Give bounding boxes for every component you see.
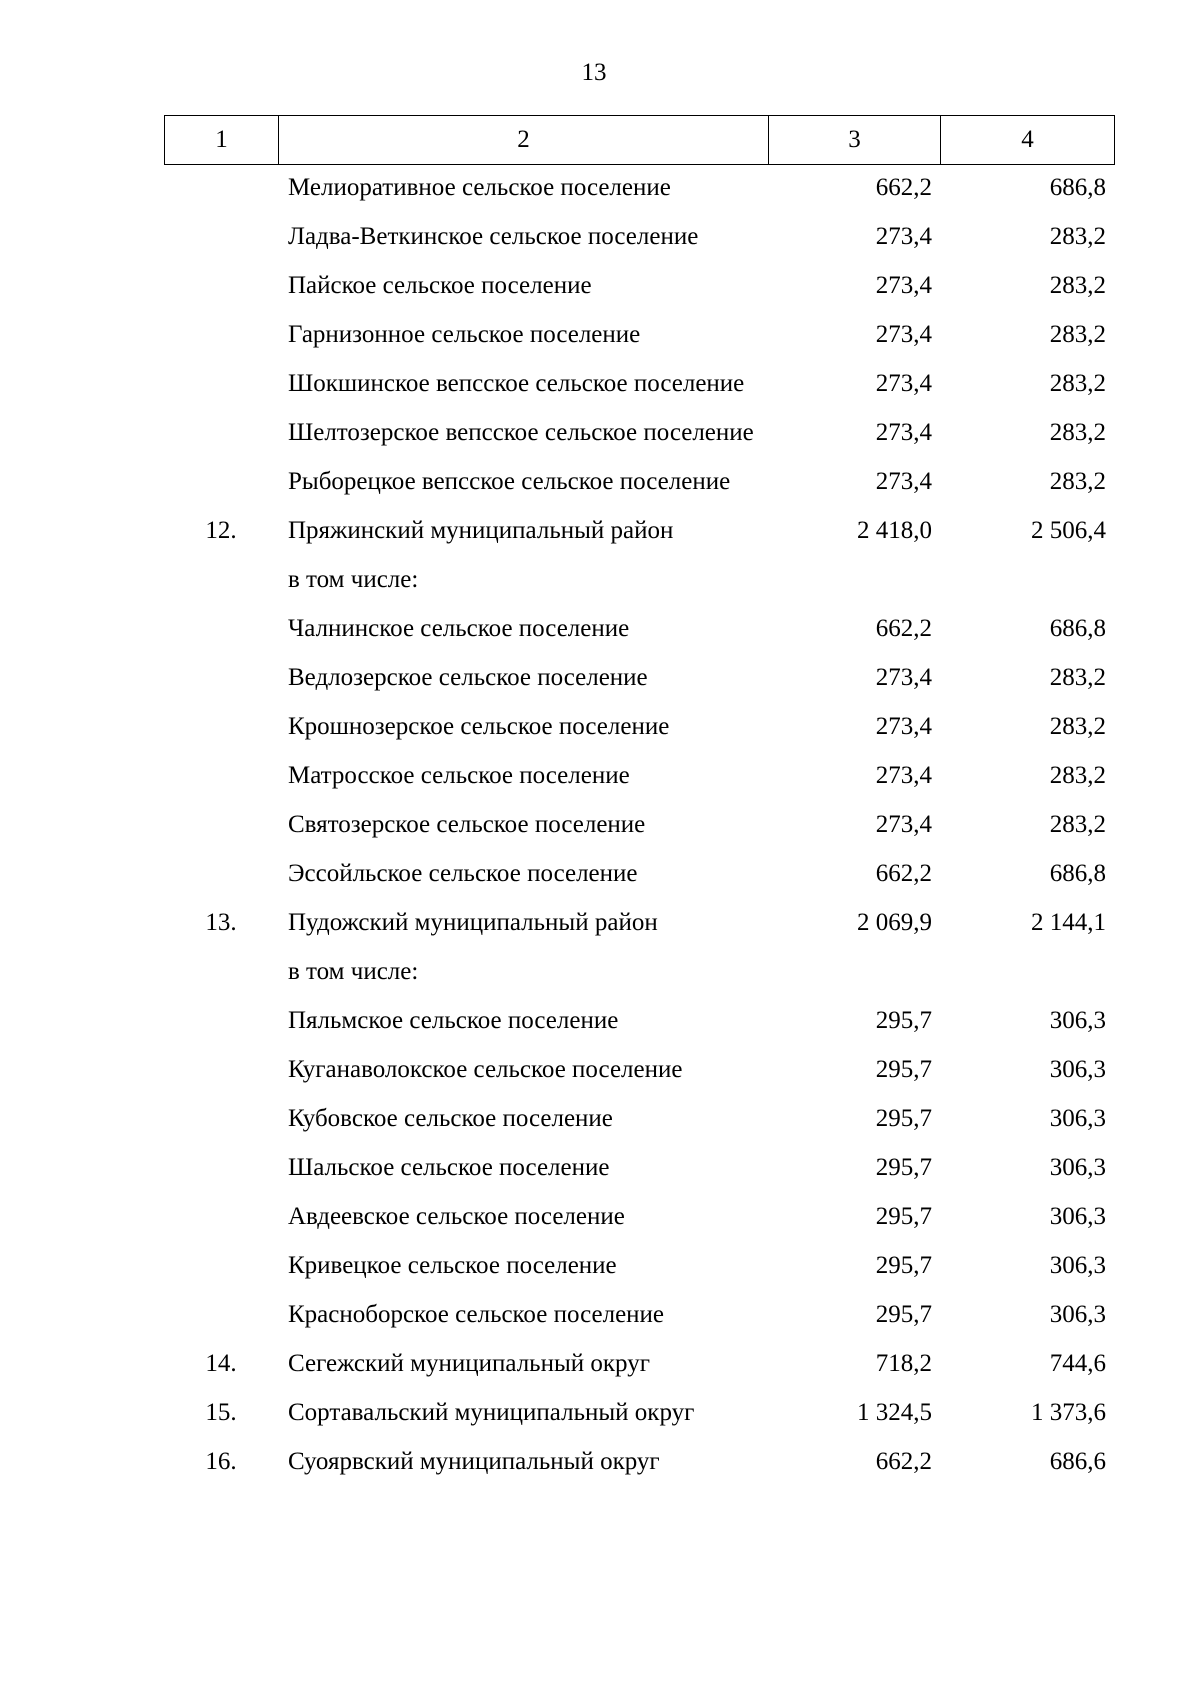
row-name: Пяльмское сельское поселение (288, 1007, 619, 1034)
row-value-col3: 295,7 (875, 1105, 932, 1132)
row-value-col4: 283,2 (1049, 272, 1106, 299)
header-row (165, 116, 1115, 165)
row-number (164, 1151, 278, 1184)
row-name: Пряжинский муниципальный район (288, 517, 674, 544)
table-row (164, 851, 1114, 900)
row-value-col4: 686,8 (1049, 174, 1106, 201)
table-row (164, 655, 1114, 704)
row-number (164, 612, 278, 645)
table-row (164, 1292, 1114, 1341)
row-value-col3: 273,4 (875, 419, 932, 446)
row-value-col4 (940, 955, 1114, 988)
row-value-col3: 2 069,9 (857, 909, 932, 936)
row-value-col3: 1 324,5 (857, 1399, 932, 1426)
table-row (164, 1145, 1114, 1194)
row-value-col4: 306,3 (1049, 1056, 1106, 1083)
row-number (164, 465, 278, 498)
row-value-col4: 283,2 (1049, 468, 1106, 495)
row-value-col4: 283,2 (1049, 762, 1106, 789)
table-row (164, 459, 1114, 508)
row-number: 12. (205, 517, 237, 544)
row-value-col3: 273,4 (875, 811, 932, 838)
row-value-col3 (768, 563, 940, 596)
table-row (164, 1243, 1114, 1292)
table-body (164, 165, 1114, 1488)
row-number (164, 367, 278, 400)
row-number: 16. (205, 1448, 237, 1475)
header-col-3: 3 (769, 116, 941, 165)
header-col-4: 4 (941, 116, 1115, 165)
table-row (164, 1096, 1114, 1145)
row-value-col3: 273,4 (875, 370, 932, 397)
row-name: Рыборецкое вепсское сельское поселение (288, 468, 731, 495)
row-number (164, 563, 278, 596)
row-name: в том числе: (288, 566, 419, 593)
row-value-col3: 273,4 (875, 272, 932, 299)
row-value-col4: 2 144,1 (1031, 909, 1106, 936)
row-name: Шелтозерское вепсское сельское поселение (288, 419, 754, 446)
table-row (164, 1439, 1114, 1488)
row-value-col3: 273,4 (875, 713, 932, 740)
row-value-col3: 718,2 (875, 1350, 932, 1377)
row-value-col3: 662,2 (875, 1448, 932, 1475)
row-name: Ведлозерское сельское поселение (288, 664, 648, 691)
row-name: Эссойльское сельское поселение (288, 860, 638, 887)
table-row (164, 214, 1114, 263)
row-value-col4: 686,8 (1049, 615, 1106, 642)
row-value-col3: 295,7 (875, 1203, 932, 1230)
header-col-1: 1 (165, 116, 279, 165)
row-number (164, 220, 278, 253)
row-value-col4: 283,2 (1049, 664, 1106, 691)
row-number (164, 710, 278, 743)
table-row (164, 312, 1114, 361)
table-row (164, 557, 1114, 606)
table-row (164, 998, 1114, 1047)
table-row (164, 949, 1114, 998)
row-name: Мелиоративное сельское поселение (288, 174, 671, 201)
row-name: Святозерское сельское поселение (288, 811, 646, 838)
row-value-col3: 2 418,0 (857, 517, 932, 544)
row-value-col3: 662,2 (875, 860, 932, 887)
row-value-col4: 306,3 (1049, 1007, 1106, 1034)
table-row (164, 1047, 1114, 1096)
row-value-col4: 306,3 (1049, 1252, 1106, 1279)
row-name: Пайское сельское поселение (288, 272, 592, 299)
table-row (164, 165, 1114, 214)
table-row (164, 704, 1114, 753)
row-number (164, 1249, 278, 1282)
row-value-col3: 273,4 (875, 664, 932, 691)
row-name: Сегежский муниципальный округ (288, 1350, 650, 1377)
header-col-2: 2 (279, 116, 769, 165)
row-number (164, 857, 278, 890)
row-name: Авдеевское сельское поселение (288, 1203, 625, 1230)
row-name: Суоярвский муниципальный округ (288, 1448, 660, 1475)
row-value-col4: 686,8 (1049, 860, 1106, 887)
row-number (164, 416, 278, 449)
table-row (164, 1341, 1114, 1390)
table-row (164, 900, 1114, 949)
row-name: Ладва-Веткинское сельское поселение (288, 223, 699, 250)
row-value-col4: 306,3 (1049, 1203, 1106, 1230)
row-value-col3: 273,4 (875, 468, 932, 495)
row-number (164, 318, 278, 351)
table-row (164, 361, 1114, 410)
row-value-col3: 273,4 (875, 223, 932, 250)
row-value-col3: 273,4 (875, 762, 932, 789)
row-value-col4: 2 506,4 (1031, 517, 1106, 544)
row-value-col4: 306,3 (1049, 1301, 1106, 1328)
row-value-col3: 295,7 (875, 1154, 932, 1181)
row-value-col4 (940, 563, 1114, 596)
row-value-col4: 306,3 (1049, 1105, 1106, 1132)
row-number: 15. (205, 1399, 237, 1426)
row-number (164, 661, 278, 694)
row-name: Куганаволокское сельское поселение (288, 1056, 683, 1083)
row-name: Кубовское сельское поселение (288, 1105, 613, 1132)
row-name: Крошнозерское сельское поселение (288, 713, 670, 740)
row-name: Пудожский муниципальный район (288, 909, 658, 936)
row-number (164, 1053, 278, 1086)
table-row (164, 1194, 1114, 1243)
row-value-col4: 283,2 (1049, 370, 1106, 397)
row-value-col4: 744,6 (1049, 1350, 1106, 1377)
row-value-col4: 283,2 (1049, 223, 1106, 250)
row-number (164, 269, 278, 302)
row-value-col4: 1 373,6 (1031, 1399, 1106, 1426)
table-row (164, 263, 1114, 312)
row-value-col4: 306,3 (1049, 1154, 1106, 1181)
row-value-col3: 273,4 (875, 321, 932, 348)
row-name: в том числе: (288, 958, 419, 985)
row-name: Сортавальский муниципальный округ (288, 1399, 695, 1426)
table-header (164, 115, 1115, 165)
row-number (164, 1200, 278, 1233)
row-value-col3: 662,2 (875, 174, 932, 201)
row-number (164, 171, 278, 204)
row-number: 13. (205, 909, 237, 936)
row-name: Чалнинское сельское поселение (288, 615, 630, 642)
row-number (164, 1004, 278, 1037)
row-value-col3: 295,7 (875, 1007, 932, 1034)
table-row (164, 508, 1114, 557)
row-number (164, 1298, 278, 1331)
row-number (164, 955, 278, 988)
row-value-col3 (768, 955, 940, 988)
row-value-col3: 295,7 (875, 1301, 932, 1328)
page-number: 13 (581, 59, 607, 86)
table-row (164, 802, 1114, 851)
table-row (164, 1390, 1114, 1439)
row-value-col4: 283,2 (1049, 713, 1106, 740)
row-name: Красноборское сельское поселение (288, 1301, 665, 1328)
row-value-col4: 283,2 (1049, 811, 1106, 838)
row-number (164, 1102, 278, 1135)
row-value-col4: 283,2 (1049, 419, 1106, 446)
row-name: Матросское сельское поселение (288, 762, 630, 789)
row-value-col3: 662,2 (875, 615, 932, 642)
row-value-col3: 295,7 (875, 1056, 932, 1083)
row-name: Шокшинское вепсское сельское поселение (288, 370, 745, 397)
row-name: Гарнизонное сельское поселение (288, 321, 641, 348)
row-value-col3: 295,7 (875, 1252, 932, 1279)
row-number: 14. (205, 1350, 237, 1377)
table-row (164, 410, 1114, 459)
row-value-col4: 283,2 (1049, 321, 1106, 348)
row-value-col4: 686,6 (1049, 1448, 1106, 1475)
row-name: Шальское сельское поселение (288, 1154, 610, 1181)
row-number (164, 808, 278, 841)
table-row (164, 606, 1114, 655)
row-number (164, 759, 278, 792)
table-row (164, 753, 1114, 802)
row-name: Кривецкое сельское поселение (288, 1252, 617, 1279)
